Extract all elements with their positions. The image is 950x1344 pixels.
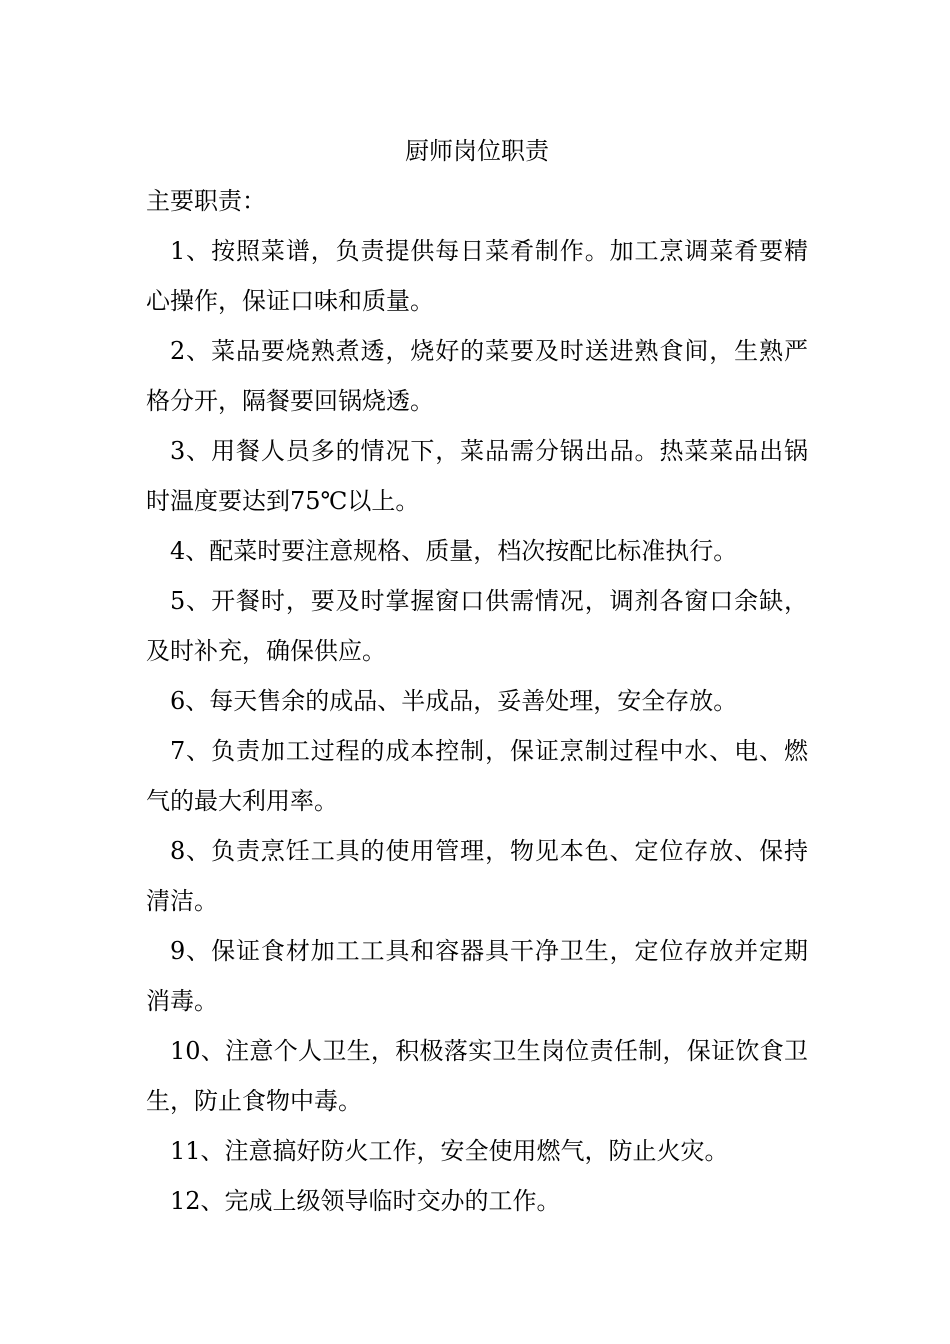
duty-item-4: 4、配菜时要注意规格、质量，档次按配比标准执行。 (170, 537, 738, 565)
duty-item-2: 2、菜品要烧熟煮透，烧好的菜要及时送进熟食间，生熟严格分开，隔餐要回锅烧透。 (146, 337, 808, 415)
duty-item-11: 11、注意搞好防火工作，安全使用燃气，防止火灾。 (170, 1137, 729, 1165)
section-label: 主要职责： (146, 187, 266, 215)
duty-item-8: 8、负责烹饪工具的使用管理，物见本色、定位存放、保持清洁。 (146, 837, 808, 915)
document-body (146, 126, 808, 1226)
duty-item-12: 12、完成上级领导临时交办的工作。 (170, 1187, 561, 1215)
duty-item-6: 6、每天售余的成品、半成品，妥善处理，安全存放。 (170, 687, 738, 715)
duty-item-3: 3、用餐人员多的情况下，菜品需分锅出品。热菜菜品出锅时温度要达到75℃以上。 (146, 437, 808, 515)
duty-item-1: 1、按照菜谱，负责提供每日菜肴制作。加工烹调菜肴要精心操作，保证口味和质量。 (146, 237, 808, 315)
duty-item-10: 10、注意个人卫生，积极落实卫生岗位责任制，保证饮食卫生，防止食物中毒。 (146, 1037, 808, 1115)
duty-item-7: 7、负责加工过程的成本控制，保证烹制过程中水、电、燃气的最大利用率。 (146, 737, 808, 815)
duty-item-9: 9、保证食材加工工具和容器具干净卫生，定位存放并定期消毒。 (146, 937, 808, 1015)
duty-item-5: 5、开餐时，要及时掌握窗口供需情况，调剂各窗口余缺，及时补充，确保供应。 (146, 587, 808, 665)
document-title: 厨师岗位职责 (405, 137, 549, 165)
